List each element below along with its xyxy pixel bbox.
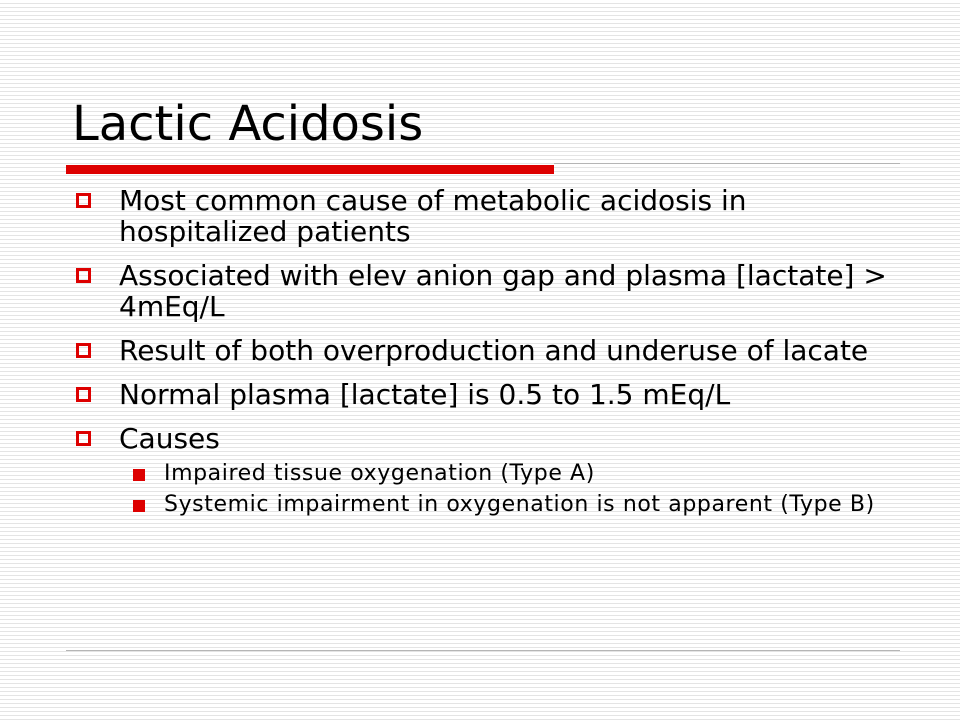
- sub-bullet-text: Impaired tissue oxygenation (Type A): [164, 461, 595, 486]
- bullet-item: [72, 260, 892, 322]
- hollow-square-icon: [76, 387, 91, 402]
- bullet-item: [72, 185, 892, 247]
- bullet-item: [72, 335, 892, 366]
- bullet-item: [72, 423, 892, 454]
- bullet-text: Associated with elev anion gap and plasma [lactate] > 4mEq/L: [119, 259, 887, 323]
- sub-bullet-list: [72, 460, 892, 518]
- sub-bullet-item: [72, 460, 892, 487]
- title-accent-bar: [66, 165, 554, 174]
- sub-bullet-group: [72, 460, 892, 518]
- bullet-text: Most common cause of metabolic acidosis in hospitalized patients: [119, 184, 747, 248]
- bullet-text: Causes: [119, 422, 220, 455]
- hollow-square-icon: [76, 193, 91, 208]
- hollow-square-icon: [76, 431, 91, 446]
- sub-bullet-text: Systemic impairment in oxygenation is not apparent (Type B): [164, 492, 875, 517]
- slide-title: Lactic Acidosis: [72, 96, 424, 152]
- footer-divider-line: [66, 650, 900, 651]
- bullet-item: [72, 379, 892, 410]
- bullet-text: Result of both overproduction and underuse of lacate: [119, 334, 869, 367]
- bullet-list: [72, 185, 892, 522]
- title-divider-line: [554, 163, 900, 164]
- sub-bullet-item: [72, 491, 892, 518]
- bullet-text: Normal plasma [lactate] is 0.5 to 1.5 mEq/L: [119, 378, 731, 411]
- hollow-square-icon: [76, 268, 91, 283]
- filled-square-icon: [133, 469, 145, 481]
- hollow-square-icon: [76, 343, 91, 358]
- filled-square-icon: [133, 500, 145, 512]
